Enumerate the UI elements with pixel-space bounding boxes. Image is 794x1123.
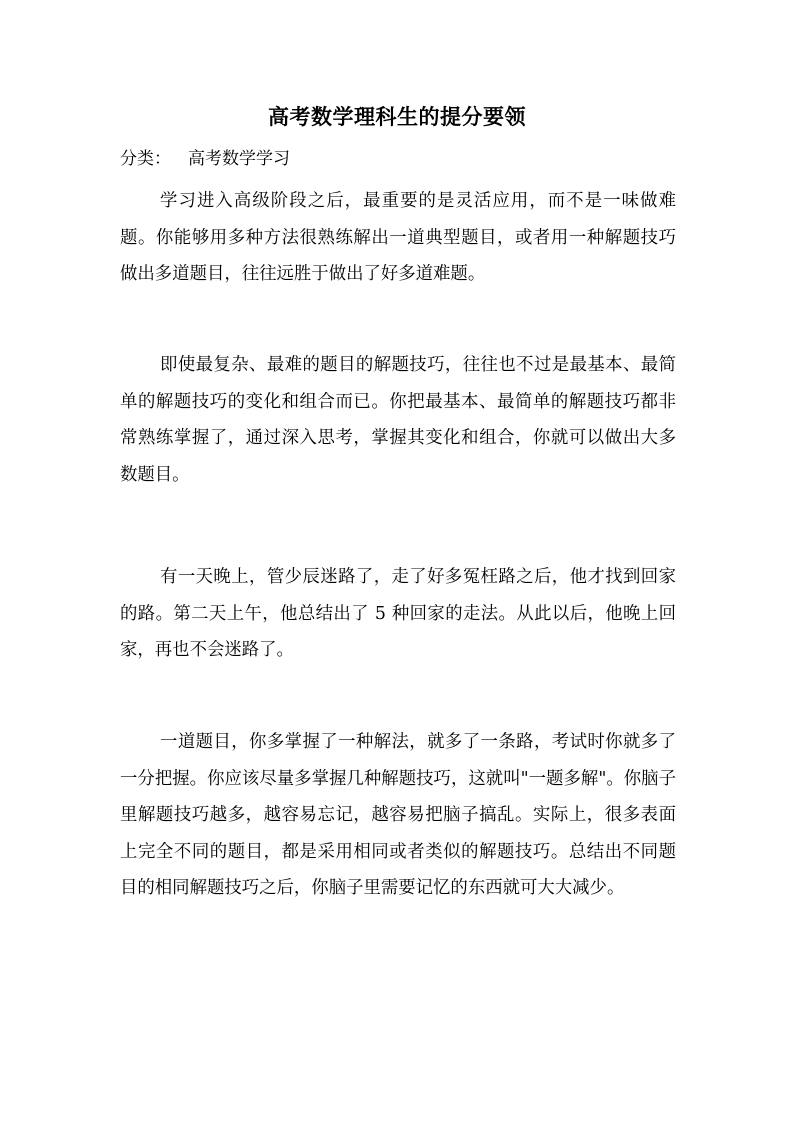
paragraph-2: 即使最复杂、最难的题目的解题技巧，往往也不过是最基本、最简单的解题技巧的变化和组合而已。你把最基本、最简单的解题技巧都非常熟练掌握了，通过深入思考，掌握其变化和组合，你就可以做出大多数题目。 (120, 355, 676, 485)
category-line (120, 146, 290, 172)
category-label: 分类： (120, 149, 171, 169)
page-title: 高考数学理科生的提分要领 (268, 104, 526, 129)
paragraph-3: 有一天晚上，管少辰迷路了，走了好多冤枉路之后，他才找到回家的路。第二天上午，他总结出了 5 种回家的走法。从此以后，他晚上回家，再也不会迷路了。 (120, 567, 676, 661)
paragraph-1: 学习进入高级阶段之后，最重要的是灵活应用，而不是一味做难题。你能够用多种方法很熟练解出一道典型题目，或者用一种解题技巧做出多道题目，往往远胜于做出了好多道难题。 (120, 191, 676, 285)
paragraph-4: 一道题目，你多掌握了一种解法，就多了一条路，考试时你就多了一分把握。你应该尽量多掌握几种解题技巧，这就叫"一题多解"。你脑子里解题技巧越多，越容易忘记，越容易把脑子搞乱。实际上，很多表面上完全不同的题目，都是采用相同或者类似的解题技巧。总结出不同题目的相同解题技巧之后，你脑子里需要记忆的东西就可大大减少。 (120, 732, 676, 899)
category-value: 高考数学学习 (188, 149, 290, 169)
